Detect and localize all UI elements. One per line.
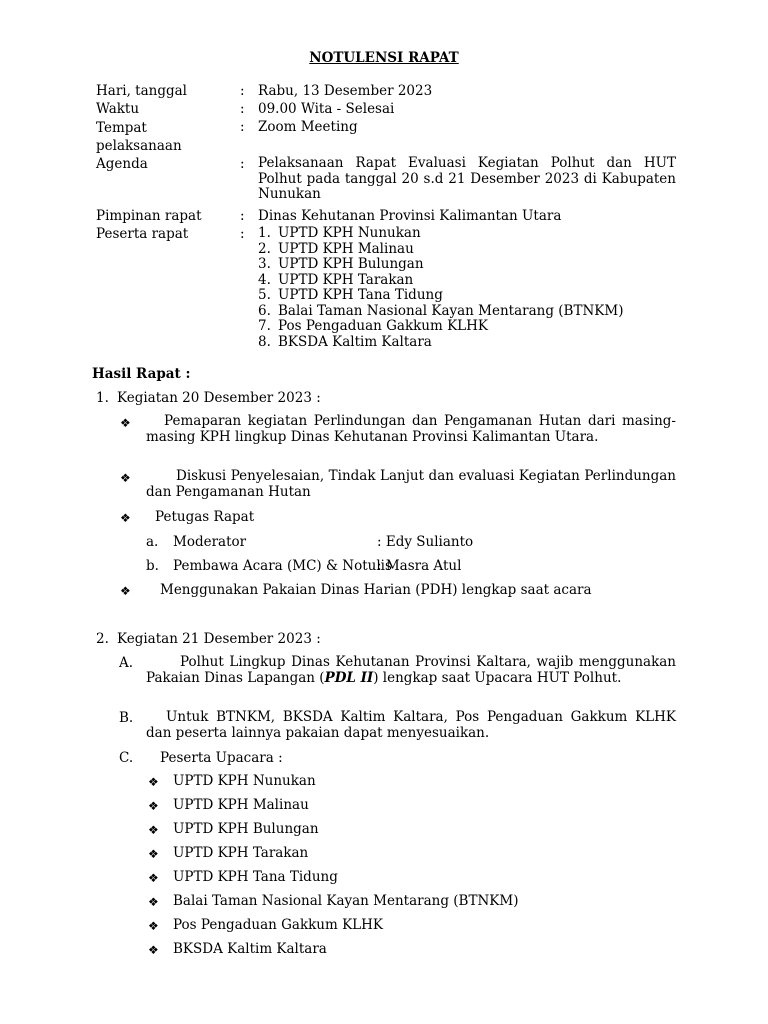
- meta-colon: :: [240, 101, 245, 117]
- hasil-heading: Hasil Rapat :: [92, 366, 191, 382]
- petugas-name: : Masra Atul: [377, 558, 462, 574]
- meta-agenda-label: Agenda: [96, 156, 148, 172]
- kegiatan-2-number: 2.: [96, 631, 109, 647]
- list-item: 6. Balai Taman Nasional Kayan Mentarang (BTNKM): [258, 302, 624, 319]
- kegiatan-1-point-3: Petugas Rapat: [155, 509, 255, 525]
- document-title: NOTULENSI RAPAT: [309, 50, 459, 66]
- list-item: 2. UPTD KPH Malinau: [258, 240, 414, 257]
- diamond-bullet-icon: ❖: [148, 799, 159, 813]
- kegiatan-2-letter-a: A.: [119, 655, 134, 671]
- petugas-role: Pembawa Acara (MC) & Notulis: [173, 558, 392, 574]
- pdl-emphasis: PDL II: [324, 669, 374, 686]
- kegiatan-2-letter-b: B.: [119, 710, 134, 726]
- list-item: 5. UPTD KPH Tana Tidung: [258, 287, 443, 303]
- meta-waktu-value: 09.00 Wita - Selesai: [258, 101, 395, 117]
- meta-tempat-value: Zoom Meeting: [258, 119, 358, 135]
- list-item: 4. UPTD KPH Tarakan: [258, 271, 414, 288]
- upacara-item: BKSDA Kaltim Kaltara: [173, 941, 327, 957]
- diamond-bullet-icon: ❖: [148, 919, 159, 933]
- diamond-bullet-icon: ❖: [148, 871, 159, 885]
- diamond-bullet-icon: ❖: [148, 895, 159, 909]
- diamond-bullet-icon: ❖: [120, 584, 131, 598]
- upacara-item: UPTD KPH Tana Tidung: [173, 869, 338, 885]
- upacara-item: UPTD KPH Malinau: [173, 797, 309, 813]
- meta-colon: :: [240, 156, 245, 172]
- kegiatan-2-title: Kegiatan 21 Desember 2023 :: [117, 631, 321, 647]
- kegiatan-1-point-2: Diskusi Penyelesaian, Tindak Lanjut dan evaluasi Kegiatan Perlindungan dan Pengamanan Hutan: [146, 468, 676, 500]
- meta-tempat-label: Tempat pelaksanaan: [96, 120, 182, 154]
- meta-colon: :: [240, 83, 245, 99]
- meta-hari-label: Hari, tanggal: [96, 83, 187, 99]
- diamond-bullet-icon: ❖: [148, 823, 159, 837]
- list-item: 8. BKSDA Kaltim Kaltara: [258, 333, 432, 350]
- kegiatan-1-number: 1.: [96, 390, 109, 406]
- kegiatan-2-point-b: Untuk BTNKM, BKSDA Kaltim Kaltara, Pos Pengaduan Gakkum KLHK dan peserta lainnya pakaian dapat menyesuaikan.: [146, 709, 676, 741]
- meta-colon: :: [240, 226, 245, 242]
- upacara-item: UPTD KPH Bulungan: [173, 821, 319, 837]
- list-item: 7. Pos Pengaduan Gakkum KLHK: [258, 318, 488, 334]
- meta-pimpinan-label: Pimpinan rapat: [96, 208, 202, 224]
- kegiatan-2-point-a: Polhut Lingkup Dinas Kehutanan Provinsi Kaltara, wajib menggunakan Pakaian Dinas Lapangan (PDL II) lengkap saat Upacara HUT Polhut.: [146, 654, 676, 686]
- kegiatan-1-point-1: Pemaparan kegiatan Perlindungan dan Pengamanan Hutan dari masing-masing KPH lingkup Dinas Kehutanan Provinsi Kalimantan Utara.: [146, 413, 676, 445]
- petugas-letter: b.: [146, 558, 159, 574]
- petugas-letter: a.: [146, 534, 159, 550]
- upacara-item: UPTD KPH Tarakan: [173, 845, 309, 861]
- list-item: 3. UPTD KPH Bulungan: [258, 256, 424, 272]
- upacara-item: Pos Pengaduan Gakkum KLHK: [173, 917, 383, 933]
- diamond-bullet-icon: ❖: [120, 471, 131, 485]
- diamond-bullet-icon: ❖: [148, 847, 159, 861]
- meta-hari-value: Rabu, 13 Desember 2023: [258, 83, 433, 99]
- petugas-name: : Edy Sulianto: [377, 534, 474, 550]
- kegiatan-1-point-4: Menggunakan Pakaian Dinas Harian (PDH) lengkap saat acara: [160, 582, 592, 598]
- meta-agenda-value: Pelaksanaan Rapat Evaluasi Kegiatan Polhut dan HUT Polhut pada tanggal 20 s.d 21 Desember 2023 di Kabupaten Nunukan: [258, 155, 676, 202]
- diamond-bullet-icon: ❖: [120, 416, 131, 430]
- meta-waktu-label: Waktu: [96, 101, 140, 117]
- kegiatan-2-letter-c: C.: [119, 750, 134, 766]
- kegiatan-2-point-c: Peserta Upacara :: [160, 750, 283, 766]
- meta-colon: :: [240, 208, 245, 224]
- kegiatan-1-title: Kegiatan 20 Desember 2023 :: [117, 390, 321, 406]
- upacara-item: UPTD KPH Nunukan: [173, 773, 316, 789]
- petugas-role: Moderator: [173, 534, 247, 550]
- participant-list: [258, 226, 623, 350]
- diamond-bullet-icon: ❖: [148, 775, 159, 789]
- upacara-item: Balai Taman Nasional Kayan Mentarang (BTNKM): [173, 893, 519, 909]
- meta-peserta-label: Peserta rapat: [96, 226, 189, 242]
- meta-colon: :: [240, 119, 245, 135]
- list-item: 1. UPTD KPH Nunukan: [258, 225, 421, 241]
- diamond-bullet-icon: ❖: [148, 943, 159, 957]
- meta-pimpinan-value: Dinas Kehutanan Provinsi Kalimantan Utara: [258, 208, 562, 224]
- diamond-bullet-icon: ❖: [120, 511, 131, 525]
